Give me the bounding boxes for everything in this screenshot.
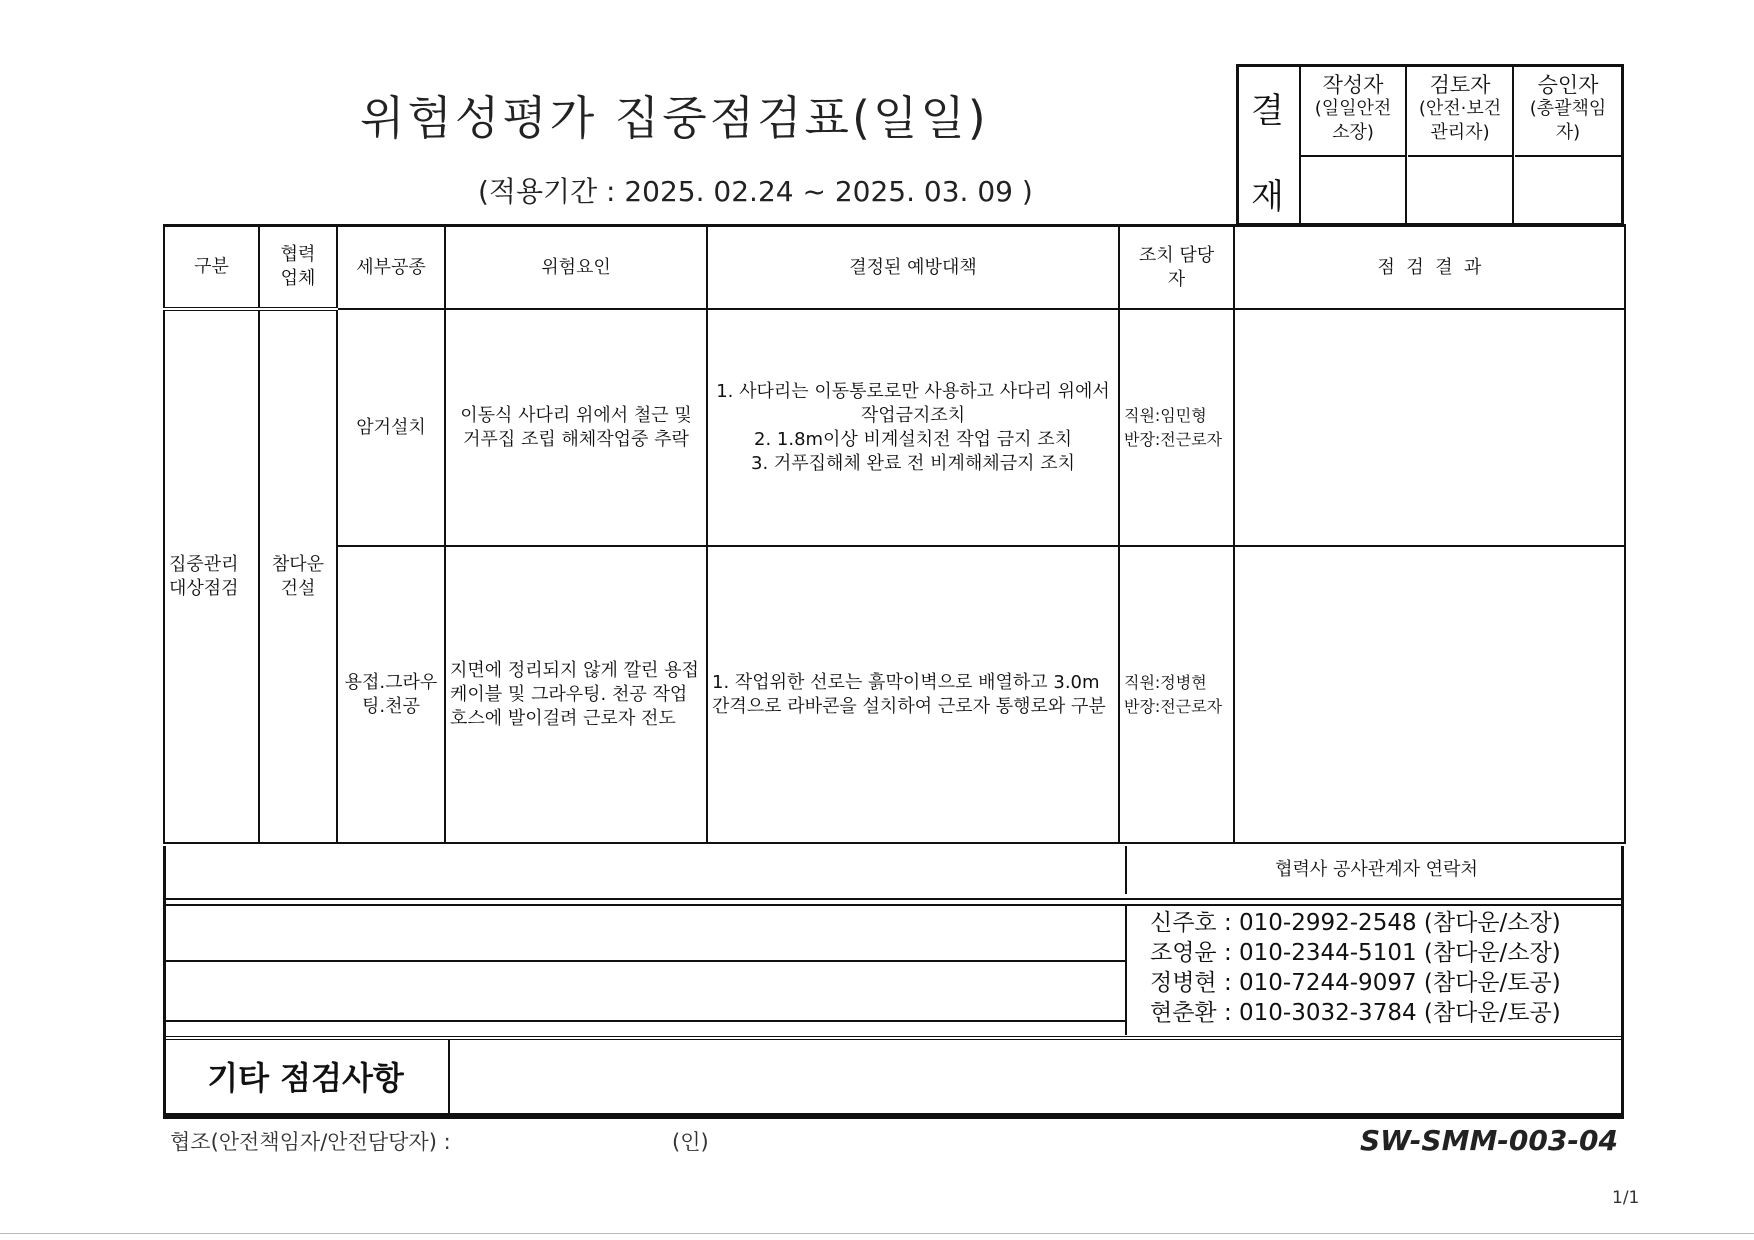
approval-box bbox=[1236, 64, 1624, 226]
approval-title: 검토자 bbox=[1429, 73, 1491, 97]
table-header-row bbox=[164, 226, 1625, 310]
measure-item: 1. 작업위한 선로는 흙막이벽으로 배열하고 3.0m 간격으로 라바콘을 설치하여 근로자 통행로와 구분 bbox=[712, 671, 1106, 717]
approval-col-reviewer bbox=[1408, 67, 1514, 223]
partner-line: 참다운 bbox=[271, 553, 325, 575]
measure-item: 3. 거푸집해체 완료 전 비계해체금지 조치 bbox=[751, 452, 1075, 474]
doc-code: SW-SMM-003-04 bbox=[1360, 1124, 1618, 1157]
header-hazard: 위험요인 bbox=[445, 226, 707, 310]
contact-item: 정병현 : 010-7244-9097 (참다운/토공) bbox=[1150, 970, 1561, 996]
person-cell bbox=[1119, 309, 1234, 546]
measures-cell bbox=[707, 309, 1119, 546]
result-cell[interactable] bbox=[1234, 309, 1625, 546]
category-line: 대상점검 bbox=[169, 577, 239, 599]
approval-col-approver bbox=[1515, 67, 1621, 223]
approval-col-writer bbox=[1301, 67, 1407, 223]
approval-title: 승인자 bbox=[1537, 73, 1599, 97]
header-partner-line: 업체 bbox=[280, 268, 316, 289]
approval-sub: 관리자) bbox=[1430, 122, 1490, 143]
header-person-line: 조치 담당 bbox=[1138, 244, 1215, 266]
contact-item: 조영윤 : 010-2344-5101 (참다운/소장) bbox=[1150, 940, 1561, 966]
header-person-line: 자 bbox=[1167, 268, 1186, 290]
header-partner bbox=[259, 226, 337, 310]
person-line: 직원:임민형 bbox=[1124, 405, 1207, 425]
contacts-title: 협력사 공사관계자 연락처 bbox=[1125, 846, 1626, 894]
approval-title: 작성자 bbox=[1322, 73, 1384, 97]
approval-label-top: 결 bbox=[1251, 91, 1284, 131]
category-cell bbox=[164, 309, 259, 843]
header-partner-line: 협력 bbox=[280, 244, 316, 265]
period-label: (적용기간 : 2025. 02.24 ~ 2025. 03. 09 ) bbox=[478, 175, 1033, 208]
result-cell[interactable] bbox=[1234, 546, 1625, 843]
approval-sub: (안전·보건 bbox=[1418, 98, 1502, 119]
approval-sub: 소장) bbox=[1332, 122, 1374, 143]
person-line: 반장:전근로자 bbox=[1124, 429, 1223, 449]
page-title: 위험성평가 집중점검표(일일) bbox=[360, 91, 989, 145]
header-result: 점 검 결 과 bbox=[1234, 226, 1625, 310]
etc-label: 기타 점검사항 bbox=[163, 1040, 450, 1113]
approval-sub: (총괄책임 bbox=[1529, 98, 1607, 119]
measures-cell bbox=[707, 546, 1119, 843]
header-measures: 결정된 예방대책 bbox=[707, 226, 1119, 310]
subwork-cell: 암거설치 bbox=[337, 309, 445, 546]
approval-label-bottom: 재 bbox=[1251, 177, 1284, 217]
page-number: 1/1 bbox=[1612, 1188, 1640, 1208]
divider bbox=[163, 1020, 1125, 1022]
person-cell bbox=[1119, 546, 1234, 843]
hazard-cell: 지면에 정리되지 않게 깔린 용접 케이블 및 그라우팅. 천공 작업호스에 발이걸려 근로자 전도 bbox=[445, 546, 707, 843]
contacts-list bbox=[1125, 904, 1624, 1035]
measure-item: 1. 사다리는 이동통로로만 사용하고 사다리 위에서 작업금지조치 bbox=[716, 380, 1110, 426]
cooperation-label: 협조(안전책임자/안전담당자) : bbox=[170, 1130, 451, 1154]
partner-cell bbox=[259, 309, 337, 843]
approval-sub: (일일안전 bbox=[1314, 98, 1392, 119]
person-line: 직원:정병현 bbox=[1124, 672, 1207, 692]
category-line: 집중관리 bbox=[169, 553, 239, 575]
seal-label: (인) bbox=[672, 1130, 709, 1154]
approval-label bbox=[1239, 67, 1301, 223]
table-row bbox=[164, 309, 1625, 546]
measure-item: 2. 1.8m이상 비계설치전 작업 금지 조치 bbox=[754, 428, 1072, 450]
table-row bbox=[164, 546, 1625, 843]
header-subwork: 세부공종 bbox=[337, 226, 445, 310]
etc-row bbox=[163, 1036, 1624, 1116]
hazard-cell: 이동식 사다리 위에서 철근 및 거푸집 조립 해체작업중 추락 bbox=[445, 309, 707, 546]
header-person bbox=[1119, 226, 1234, 310]
inspection-table bbox=[163, 224, 1626, 844]
divider bbox=[163, 960, 1125, 962]
approval-sub: 자) bbox=[1555, 122, 1581, 143]
subwork-cell: 용접.그라우팅.천공 bbox=[337, 546, 445, 843]
contact-item: 현춘환 : 010-3032-3784 (참다운/토공) bbox=[1150, 1000, 1561, 1026]
header-category: 구분 bbox=[164, 226, 259, 310]
contact-item: 신주호 : 010-2992-2548 (참다운/소장) bbox=[1150, 910, 1561, 936]
partner-line: 건설 bbox=[280, 577, 316, 599]
person-line: 반장:전근로자 bbox=[1124, 696, 1223, 716]
page-edge-line bbox=[0, 1233, 1754, 1234]
